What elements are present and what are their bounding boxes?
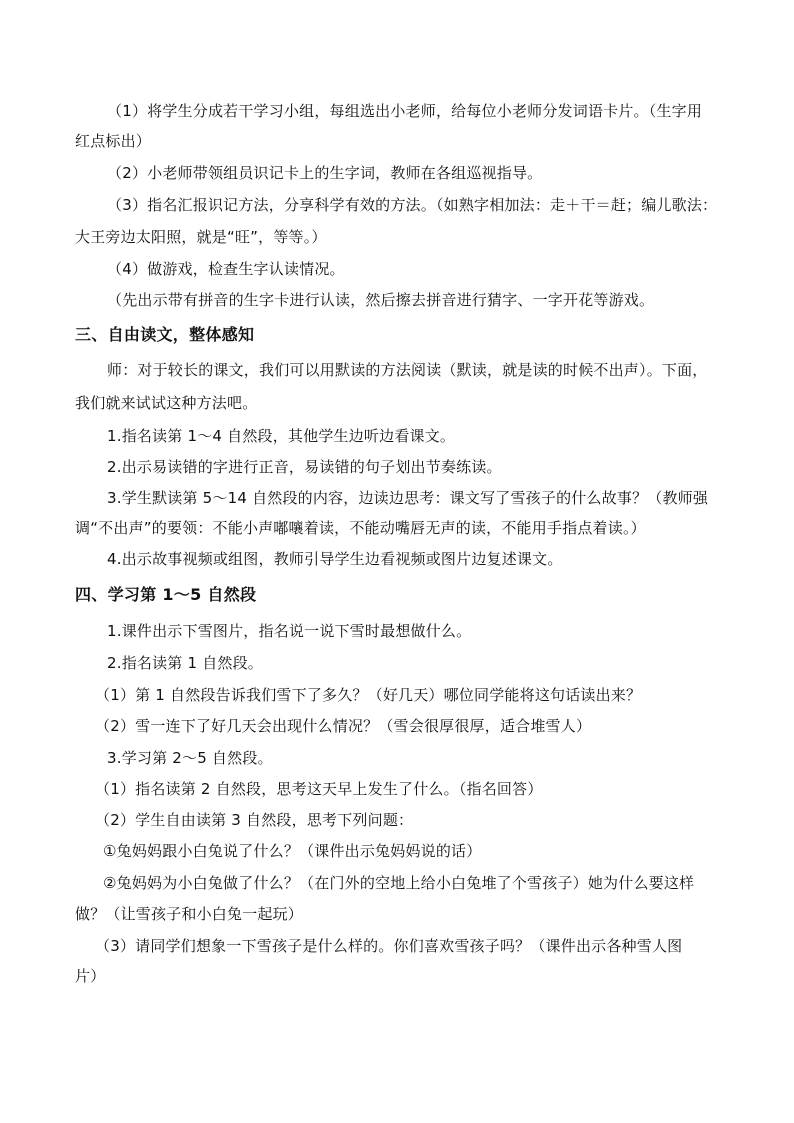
paragraph-line: ①兔妈妈跟小白兔说了什么？（课件出示兔妈妈说的话） bbox=[103, 842, 482, 860]
paragraph-line: （1）将学生分成若干学习小组，每组选出小老师，给每位小老师分发词语卡片。（生字用 bbox=[107, 102, 703, 120]
paragraph-line: 1.指名读第 1～4 自然段，其他学生边听边看课文。 bbox=[107, 427, 456, 445]
paragraph-line: 做？（让雪孩子和小白兔一起玩） bbox=[75, 905, 304, 923]
paragraph-line: 红点标出） bbox=[75, 132, 152, 150]
paragraph-line: （先出示带有拼音的生字卡进行认读，然后擦去拼音进行猜字、一字开花等游戏。 bbox=[107, 291, 655, 309]
paragraph-line: 1.课件出示下雪图片，指名说一说下雪时最想做什么。 bbox=[107, 622, 472, 640]
paragraph-line: 我们就来试试这种方法吧。 bbox=[75, 394, 258, 412]
paragraph-line: （2）雪一连下了好几天会出现什么情况？（雪会很厚很厚，适合堆雪人） bbox=[95, 717, 592, 735]
paragraph-line: （3）指名汇报识记方法，分享科学有效的方法。（如熟字相加法：走＋干＝赶；编儿歌法： bbox=[107, 196, 718, 214]
paragraph-line: （3）请同学们想象一下雪孩子是什么样的。你们喜欢雪孩子吗？（课件出示各种雪人图 bbox=[95, 937, 683, 955]
paragraph-line: 3.学生默读第 5～14 自然段的内容，边读边思考：课文写了雪孩子的什么故事？（教师强 bbox=[107, 489, 709, 507]
paragraph-line: （2）小老师带领组员识记卡上的生字词，教师在各组巡视指导。 bbox=[107, 164, 543, 182]
paragraph-line: （1）指名读第 2 自然段，思考这天早上发生了什么。（指名回答） bbox=[95, 780, 543, 798]
paragraph-line: 2.指名读第 1 自然段。 bbox=[107, 654, 263, 672]
paragraph-line: 大王旁边太阳照，就是“旺”，等等。） bbox=[75, 228, 327, 246]
paragraph-line: （4）做游戏，检查生字认读情况。 bbox=[107, 260, 345, 278]
section-heading: 四、学习第 1～5 自然段 bbox=[75, 585, 257, 604]
paragraph-line: 4.出示故事视频或组图，教师引导学生边看视频或图片边复述课文。 bbox=[107, 550, 563, 568]
paragraph-line: 师：对于较长的课文，我们可以用默读的方法阅读（默读，就是读的时候不出声）。下面， bbox=[107, 361, 708, 379]
section-heading: 三、自由读文，整体感知 bbox=[75, 325, 255, 344]
paragraph-line: 片） bbox=[75, 967, 106, 985]
paragraph-line: ②兔妈妈为小白兔做了什么？（在门外的空地上给小白兔堆了个雪孩子）她为什么要这样 bbox=[103, 874, 695, 892]
paragraph-line: 调“不出声”的要领：不能小声嘟嚷着读，不能动嘴唇无声的读，不能用手指点着读。） bbox=[75, 519, 646, 537]
paragraph-line: 2.出示易读错的字进行正音，易读错的句子划出节奏练读。 bbox=[107, 458, 502, 476]
paragraph-line: （2）学生自由读第 3 自然段，思考下列问题： bbox=[95, 811, 414, 829]
paragraph-line: 3.学习第 2～5 自然段。 bbox=[107, 749, 273, 767]
paragraph-line: （1）第 1 自然段告诉我们雪下了多久？（好几天）哪位同学能将这句话读出来？ bbox=[95, 686, 642, 704]
